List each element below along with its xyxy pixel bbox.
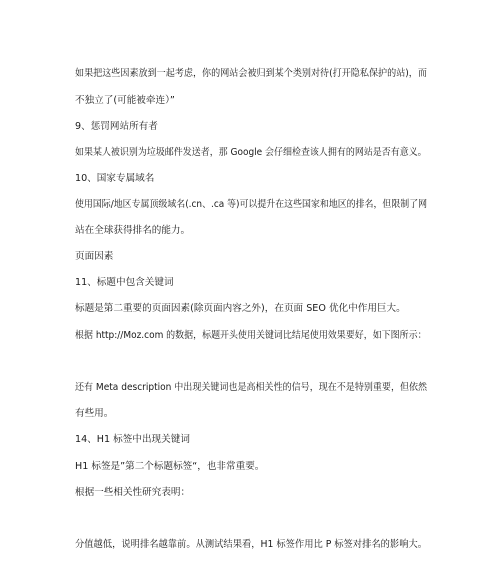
section-heading: 页面因素	[75, 251, 114, 262]
paragraph-line: 有些用。	[75, 408, 114, 419]
paragraph-line: 站在全球获得排名的能力。	[75, 225, 191, 236]
paragraph-line: 不独立了(可能被牵连）”	[75, 95, 175, 106]
paragraph-line: 如果把这些因素放到一起考虑，你的网站会被归到某个类别对待(打开隐私保护的站)，而	[75, 68, 427, 79]
section-heading: 9、惩罚网站所有者	[75, 121, 158, 132]
section-heading: 11、标题中包含关键词	[75, 277, 174, 288]
section-heading: 14、H1 标签中出现关键词	[75, 434, 190, 445]
paragraph-line: 还有 Meta description 中出现关键词也是高相关性的信号，现在不是特别重要，但依然	[75, 382, 428, 393]
paragraph-line: 使用国际/地区专属顶级域名(.cn、.ca 等)可以提升在这些国家和地区的排名，但限制了网	[75, 199, 428, 210]
paragraph-line: 标题是第二重要的页面因素(除页面内容之外)，在页面 SEO 优化中作用巨大。	[75, 303, 406, 314]
paragraph-line: 根据一些相关性研究表明：	[75, 487, 191, 498]
paragraph-line: 如果某人被识别为垃圾邮件发送者，那 Google 会仔细检查该人拥有的网站是否有意义。	[75, 147, 427, 158]
paragraph-line: H1 标签是”第二个标题标签“，也非常重要。	[75, 461, 265, 472]
section-heading: 10、国家专属域名	[75, 173, 155, 184]
paragraph-line: 根据 http://Moz.com 的数据，标题开头使用关键词比结尾使用效果要好，如下图所示：	[75, 330, 427, 341]
paragraph-line: 分值越低，说明排名越靠前。从测试结果看，H1 标签作用比 P 标签对排名的影响大。	[75, 539, 428, 550]
